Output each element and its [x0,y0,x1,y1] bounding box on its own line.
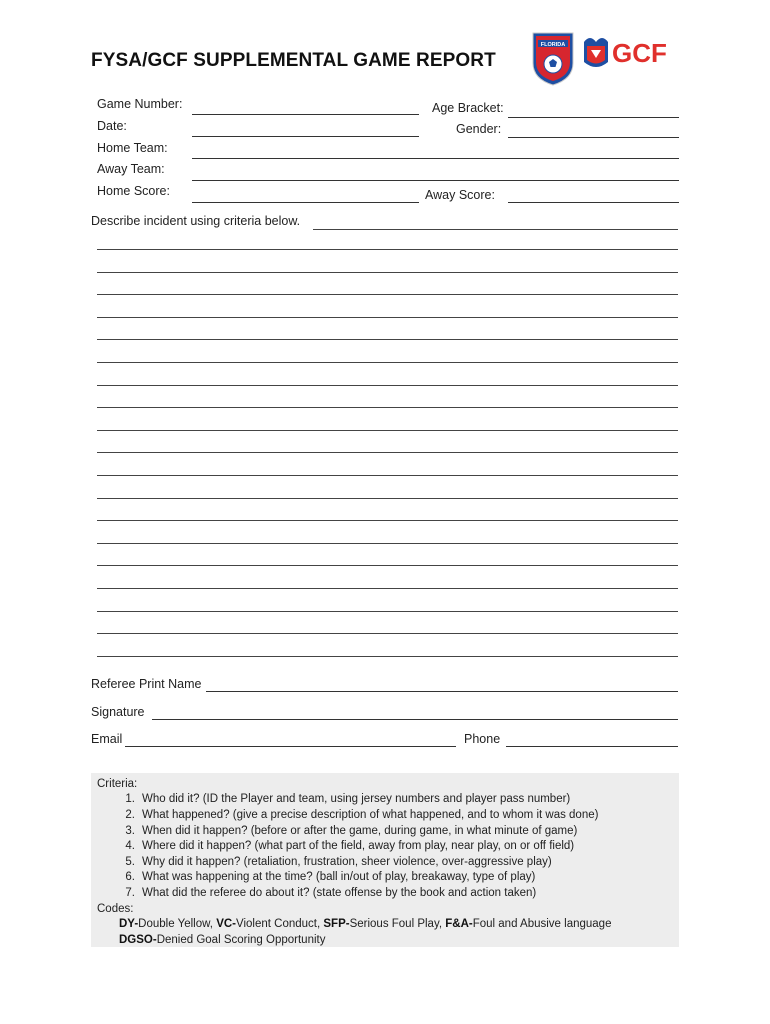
criteria-item-number: 3. [125,825,135,837]
description-line[interactable] [97,317,678,318]
criteria-item-text: What happened? (give a precise description of what happened, and to whom it was done) [142,809,599,821]
age-bracket-field[interactable] [508,117,679,118]
description-line[interactable] [97,430,678,431]
gcf-logo [582,32,668,74]
criteria-item-number: 2. [125,809,135,821]
home-team-label: Home Team: [97,141,168,155]
description-line[interactable] [97,407,678,408]
description-line[interactable] [97,339,678,340]
code-meaning: Double Yellow, [138,918,217,930]
criteria-heading: Criteria: [97,778,138,790]
criteria-item-number: 1. [125,793,135,805]
away-team-label: Away Team: [97,162,165,176]
codes-heading: Codes: [97,903,134,915]
page-title: FYSA/GCF SUPPLEMENTAL GAME REPORT [91,50,496,71]
description-line[interactable] [97,611,678,612]
signature-field[interactable] [152,719,678,720]
home-score-label: Home Score: [97,184,170,198]
description-line[interactable] [97,543,678,544]
code-abbr: DGSO- [119,934,157,946]
away-score-field[interactable] [508,202,679,203]
code-meaning: Serious Foul Play, [349,918,446,930]
description-line[interactable] [97,498,678,499]
code-abbr: VC- [216,918,236,930]
description-line[interactable] [97,272,678,273]
fysa-logo [530,29,576,87]
criteria-item-number: 4. [125,840,135,852]
referee-name-field[interactable] [206,691,678,692]
phone-field[interactable] [506,746,678,747]
code-meaning: Denied Goal Scoring Opportunity [156,934,326,946]
description-line[interactable] [97,565,678,566]
description-line[interactable] [97,249,678,250]
age-bracket-label: Age Bracket: [432,101,504,115]
referee-name-label: Referee Print Name [91,677,202,691]
phone-label: Phone [464,732,501,746]
email-label: Email [91,732,123,746]
criteria-item-number: 7. [125,887,135,899]
criteria-item-number: 5. [125,856,135,868]
description-line[interactable] [97,362,678,363]
criteria-item-text: When did it happen? (before or after the game, during game, in what minute of game) [142,825,578,837]
criteria-item-text: What was happening at the time? (ball in/out of play, breakaway, type of play) [142,871,536,883]
description-line[interactable] [97,385,678,386]
signature-label: Signature [91,705,145,719]
description-line[interactable] [97,588,678,589]
game-number-field[interactable] [192,114,419,115]
code-abbr: SFP- [323,918,350,930]
code-meaning: Foul and Abusive language [472,918,612,930]
codes-line-1 [119,918,611,930]
email-field[interactable] [125,746,456,747]
criteria-item-text: Where did it happen? (what part of the field, away from play, near play, on or off field) [142,840,575,852]
gender-field[interactable] [508,137,679,138]
description-line[interactable] [97,452,678,453]
away-score-label: Away Score: [425,188,495,202]
description-line[interactable] [97,475,678,476]
description-line[interactable] [97,520,678,521]
game-number-label: Game Number: [97,97,183,111]
description-line-first[interactable] [313,229,678,230]
code-abbr: F&A- [445,918,473,930]
home-score-field[interactable] [192,202,419,203]
date-label: Date: [97,119,127,133]
svg-text:FLORIDA: FLORIDA [540,42,566,48]
criteria-item-text: Who did it? (ID the Player and team, using jersey numbers and player pass number) [142,793,571,805]
codes-line-2 [119,934,325,946]
date-field[interactable] [192,136,419,137]
svg-text:GCF: GCF [612,38,667,68]
away-team-field[interactable] [192,180,679,181]
code-abbr: DY- [119,918,139,930]
describe-incident-label: Describe incident using criteria below. [91,214,301,228]
criteria-item-text: Why did it happen? (retaliation, frustration, sheer violence, over-aggressive play) [142,856,552,868]
criteria-item-text: What did the referee do about it? (state offense by the book and action taken) [142,887,537,899]
description-line[interactable] [97,656,678,657]
description-line[interactable] [97,633,678,634]
description-line[interactable] [97,294,678,295]
home-team-field[interactable] [192,158,679,159]
code-meaning: Violent Conduct, [236,918,324,930]
gender-label: Gender: [456,122,502,136]
criteria-item-number: 6. [125,871,135,883]
